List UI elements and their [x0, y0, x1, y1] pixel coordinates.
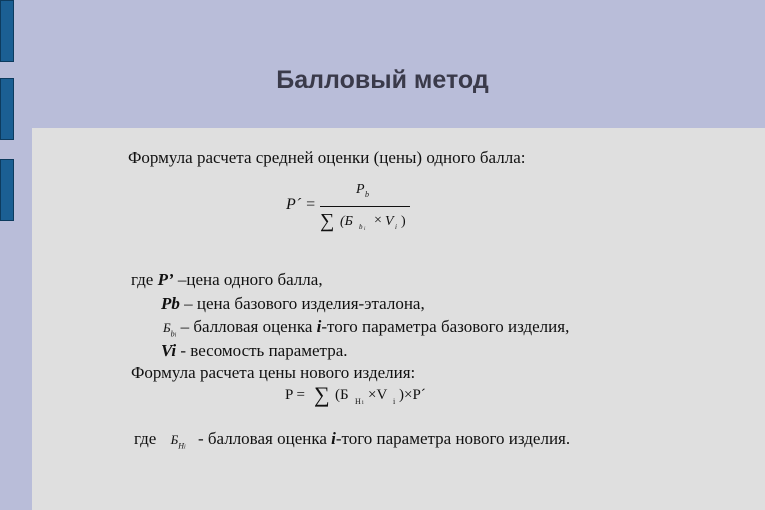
symbol-p-prime: P’: [157, 270, 174, 289]
symbol-b-new: Б: [170, 432, 179, 447]
formula1-v-sub: i: [395, 223, 397, 231]
intro2-text: Формула расчета цены нового изделия:: [131, 363, 416, 382]
where-line-4: [161, 341, 348, 361]
symbol-b-base-sub: b: [170, 329, 175, 339]
fraction-line: [320, 206, 410, 207]
formula2-open: (Б: [335, 387, 349, 403]
where2-line: [134, 429, 570, 450]
formula-1: [282, 180, 422, 240]
symbol-b-base-sub2: i: [174, 332, 177, 339]
where-prefix: где: [131, 270, 158, 289]
symbol-b-new-sub2: i: [184, 444, 186, 451]
formula1-den-sub2: i: [364, 227, 366, 232]
formula1-numerator: P: [356, 182, 365, 197]
slide-title: Балловый метод: [276, 66, 489, 94]
where-line-1: [131, 270, 323, 290]
formula1-v: V: [385, 214, 394, 229]
symbol-pb: Pb: [161, 294, 180, 313]
formula2-times-v: ×V: [368, 387, 388, 403]
formula1-denominator: (Б: [340, 214, 353, 229]
index-i-2: i: [331, 429, 336, 448]
formula2-sum: ∑: [314, 382, 330, 407]
where-desc-3b: -того параметра базового изделия,: [321, 317, 570, 336]
formula-2: [285, 382, 465, 417]
where2-desc-b: -того параметра нового изделия.: [335, 429, 571, 448]
formula1-den-sub: b: [359, 223, 363, 231]
intro-text: Формула расчета средней оценки (цены) одного балла:: [128, 148, 526, 167]
where-desc-1: –цена одного балла,: [173, 270, 323, 289]
where-line-2: [161, 294, 425, 314]
index-i: i: [316, 317, 322, 336]
where-desc-4: - весомость параметра.: [176, 341, 348, 360]
formula1-times: ×: [374, 213, 382, 228]
formula2-lhs: P =: [285, 387, 305, 403]
symbol-vi: Vi: [161, 341, 177, 360]
where-desc-2: – цена базового изделия-эталона,: [179, 294, 425, 313]
where-line-3: [163, 317, 569, 338]
formula2-sub2: i: [362, 400, 364, 406]
side-tab-1: [0, 0, 14, 62]
symbol-b-base: Б: [163, 320, 171, 335]
formula2-sub1: H: [355, 397, 361, 406]
where-desc-3a: – балловая оценка: [176, 317, 317, 336]
formula1-close: ): [401, 214, 406, 229]
formula2-close: )×P´: [399, 387, 426, 403]
symbol-b-new-sub: H: [178, 441, 185, 451]
formula1-numerator-sub: b: [365, 190, 369, 199]
side-tab-3: [0, 159, 14, 221]
formula1-lhs: P´ =: [286, 196, 316, 213]
formula1-sum: ∑: [320, 210, 335, 232]
where2-prefix: где: [134, 429, 157, 448]
formula2-v-sub: i: [393, 397, 396, 406]
where2-desc-a: - балловая оценка: [197, 429, 332, 448]
